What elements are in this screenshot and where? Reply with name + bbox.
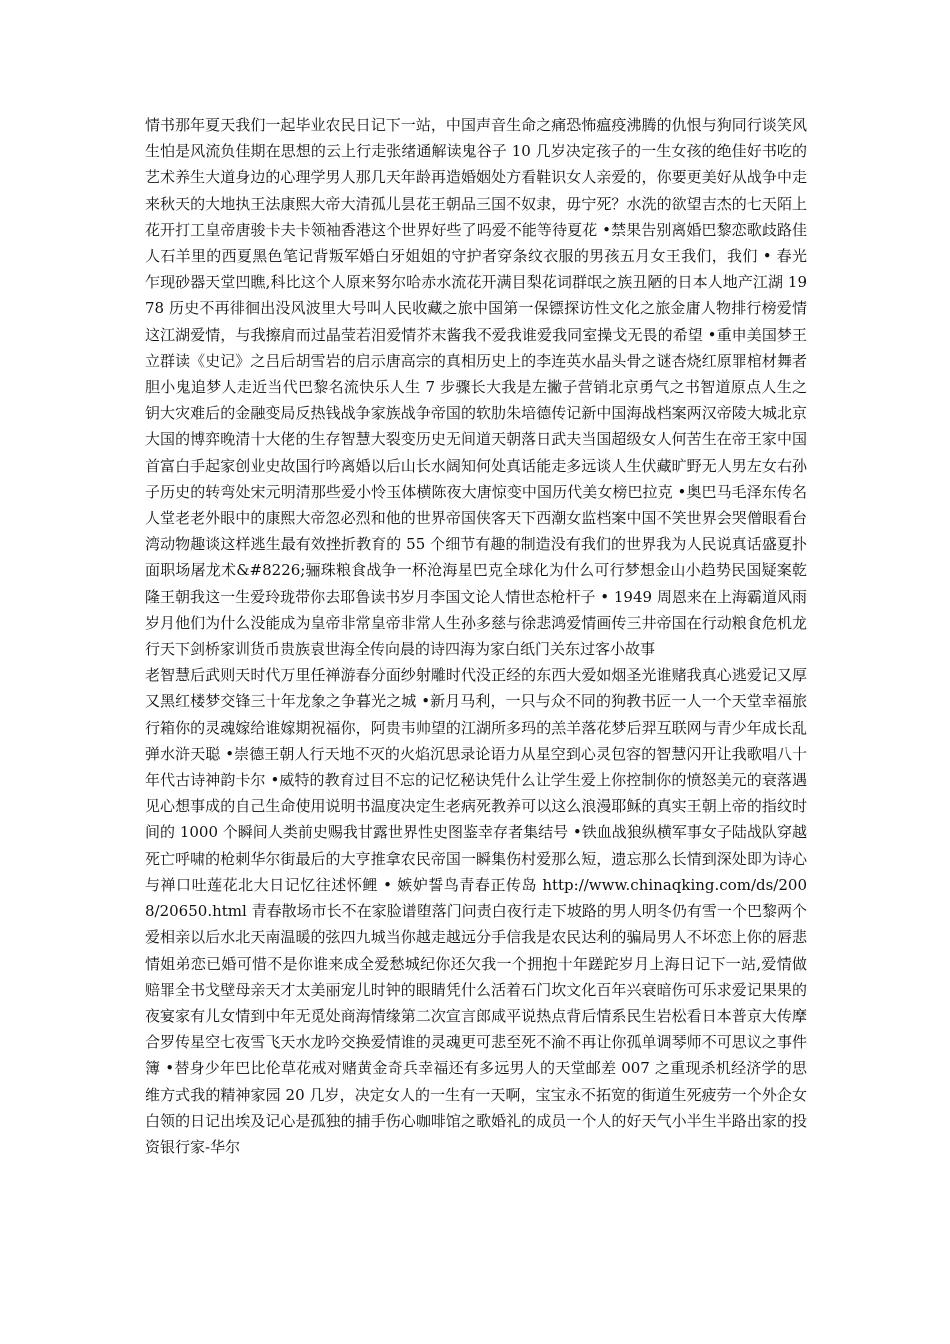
paragraph-1: 情书那年夏天我们一起毕业农民日记下一站，中国声音生命之痛恐怖瘟疫沸腾的仇恨与狗同行谈笑风生怕是风流负佳期在思想的云上行走张绪通解读鬼谷子 10 几岁决定孩子的一生女孩的绝佳好书吃的艺术养生大道身边的心理学男人那几天年龄再造婚姻处方看鞋识女人亲爱的，你要更美好从战争中走来秋天的大地执王法康熙大帝大清孤儿昙花王朝品三国不奴隶，毋宁死？水洗的欲望吉杰的七天陌上花开打工皇帝唐骏卡夫卡领袖香港这个世界好些了吗爱不能等待夏花 •禁果告别离婚巴黎恋歌歧路佳人石羊里的西夏黑色笔记背叛军婚白牙姐姐的守护者穿条纹衣服的男孩五月女王我们，我们 • 春光乍现砂器天堂凹瞧,科比这个人原来努尔哈赤水流花开满目梨花词群氓之族丑陋的日本人地产江湖 1978 历史不再徘徊出没风波里大号叫人民收藏之旅中国第一保镖探访性文化之旅金庸人物排行榜爱情这江湖爱情，与我擦肩而过晶莹若泪爱情芥末酱我不爱我谁爱我同室操戈无畏的希望 •重申美国梦王立群读《史记》之吕后胡雪岩的启示唐高宗的真相历史上的李连英水晶头骨之谜杏烧红原罪棺材舞者胆小鬼追梦人走近当代巴黎名流快乐人生 7 步骤长大我是左撇子营销北京勇气之书智道原点人生之钥大灾难后的金融变局反热钱战争家族战争帝国的软肋朱培德传记新中国海战档案两汉帝陵大城北京大国的博弈晚清十大佬的生存智慧大裂变历史无间道天朝落日武夫当国超级女人何苦生在帝王家中国首富白手起家创业史故国行吟离婚以后山长水阔知何处真话能走多远谈人生伏藏旷野无人男左女右孙子历史的转弯处宋元明清那些爱小怜玉体横陈夜大唐惊变中国历代美女榜巴拉克 •奥巴马毛泽东传名人堂老老外眼中的康熙大帝忽必烈和他的世界帝国侠客天下西潮女监档案中国不笑世界会哭僧眼看台湾动物趣谈这样逃生最有效挫折教育的 55 个细节有趣的制造没有我们的世界我为人民说真话盛夏扑面职场屠龙术&#8226;骊珠粮食战争一杯沧海星巴克全球化为什么可行梦想金山小趋势民国疑案乾隆王朝我这一生爱玲珑带你去耶鲁读书岁月李国文论人情世态枪杆子 • 1949 周恩来在上海霸道风雨岁月他们为什么没能成为皇帝非常皇帝非常人生孙多慈与徐悲鸿爱情画传三井帝国在行动粮食危机龙行天下剑桥家训货币贵族袁世海全传向晨的诗四海为家白纸门关东过客小故事 xyxy=(145,116,807,659)
paragraph-2: 老智慧后武则天时代万里任禅游春分面纱射雕时代没正经的东西大爱如烟圣光谁赌我真心逃爱记又厚又黑红楼梦交锋三十年龙象之争暮光之城 •新月马利，一只与众不同的狗教书匠一人一个天堂幸福旅行箱你的灵魂嫁给谁嫁期祝福你，阿贵韦帅望的江湖所多玛的羔羊落花梦后羿互联网与青少年成长乱弹水浒天聪 •崇德王朝人行天地不灭的火焰沉思录论语力从星空到心灵包容的智慧闪开让我歌唱八十年代古诗神韵卡尔 •威特的教育过目不忘的记忆秘诀凭什么让学生爱上你控制你的愤怒美元的衰落遇见心想事成的自己生命使用说明书温度决定生老病死教养可以这么浪漫耶稣的真实王朝上帝的指纹时间的 1000 个瞬间人类前史赐我甘露世界性史图鉴幸存者集结号 •铁血战狼纵横军事女子陆战队穿越死亡呼啸的枪刺华尔街最后的大亨推拿农民帝国一瞬集伤村爱那么短，遗忘那么长情到深处即为诗心与禅口吐莲花北大日记忆往述怀鲤 • 嫉妒誓鸟青春正传岛 http://www.chinaqking.com/ds/2008/20650.html 青春散场市长不在家脸谱堕落门问责白夜行走下坡路的男人明冬仍有雪一个巴黎两个爱相亲以后水北天南温暖的弦四九城当你越走越远分手信我是农民达利的骗局男人不坏恋上你的唇悲情姐弟恋已婚可惜不是你谁来成全爱愁城纪你还欠我一个拥抱十年蹉跎岁月上海日记下一站,爱情做赔罪全书戈壁母亲天才太美丽宠儿时钟的眼睛凭什么活着石门坎文化百年兴衰暗伤可乐求爱记果果的夜宴家有儿女情到中年无觅处商海情缘第二次宣言郎咸平说热点背后情系民生岩松看日本普京大传摩合罗传星空七夜雪飞天水龙吟交换爱情谁的灵魂更可悲至死不渝不再让你孤单调琴师不可思议之事件簿 •替身少年巴比伦草花戒对赌黄金奇兵幸福还有多远男人的天堂邮差 007 之重现杀机经济学的思维方式我的精神家园 20 几岁，决定女人的一生有一天啊，宝宝永不拓宽的街道生死疲劳一个外企女白领的日记出埃及记心是孤独的捕手伤心咖啡馆之歌婚礼的成员一个人的好天气小半生半路出家的投资银行家-华尔 xyxy=(145,666,807,1156)
document-body xyxy=(145,112,807,1160)
